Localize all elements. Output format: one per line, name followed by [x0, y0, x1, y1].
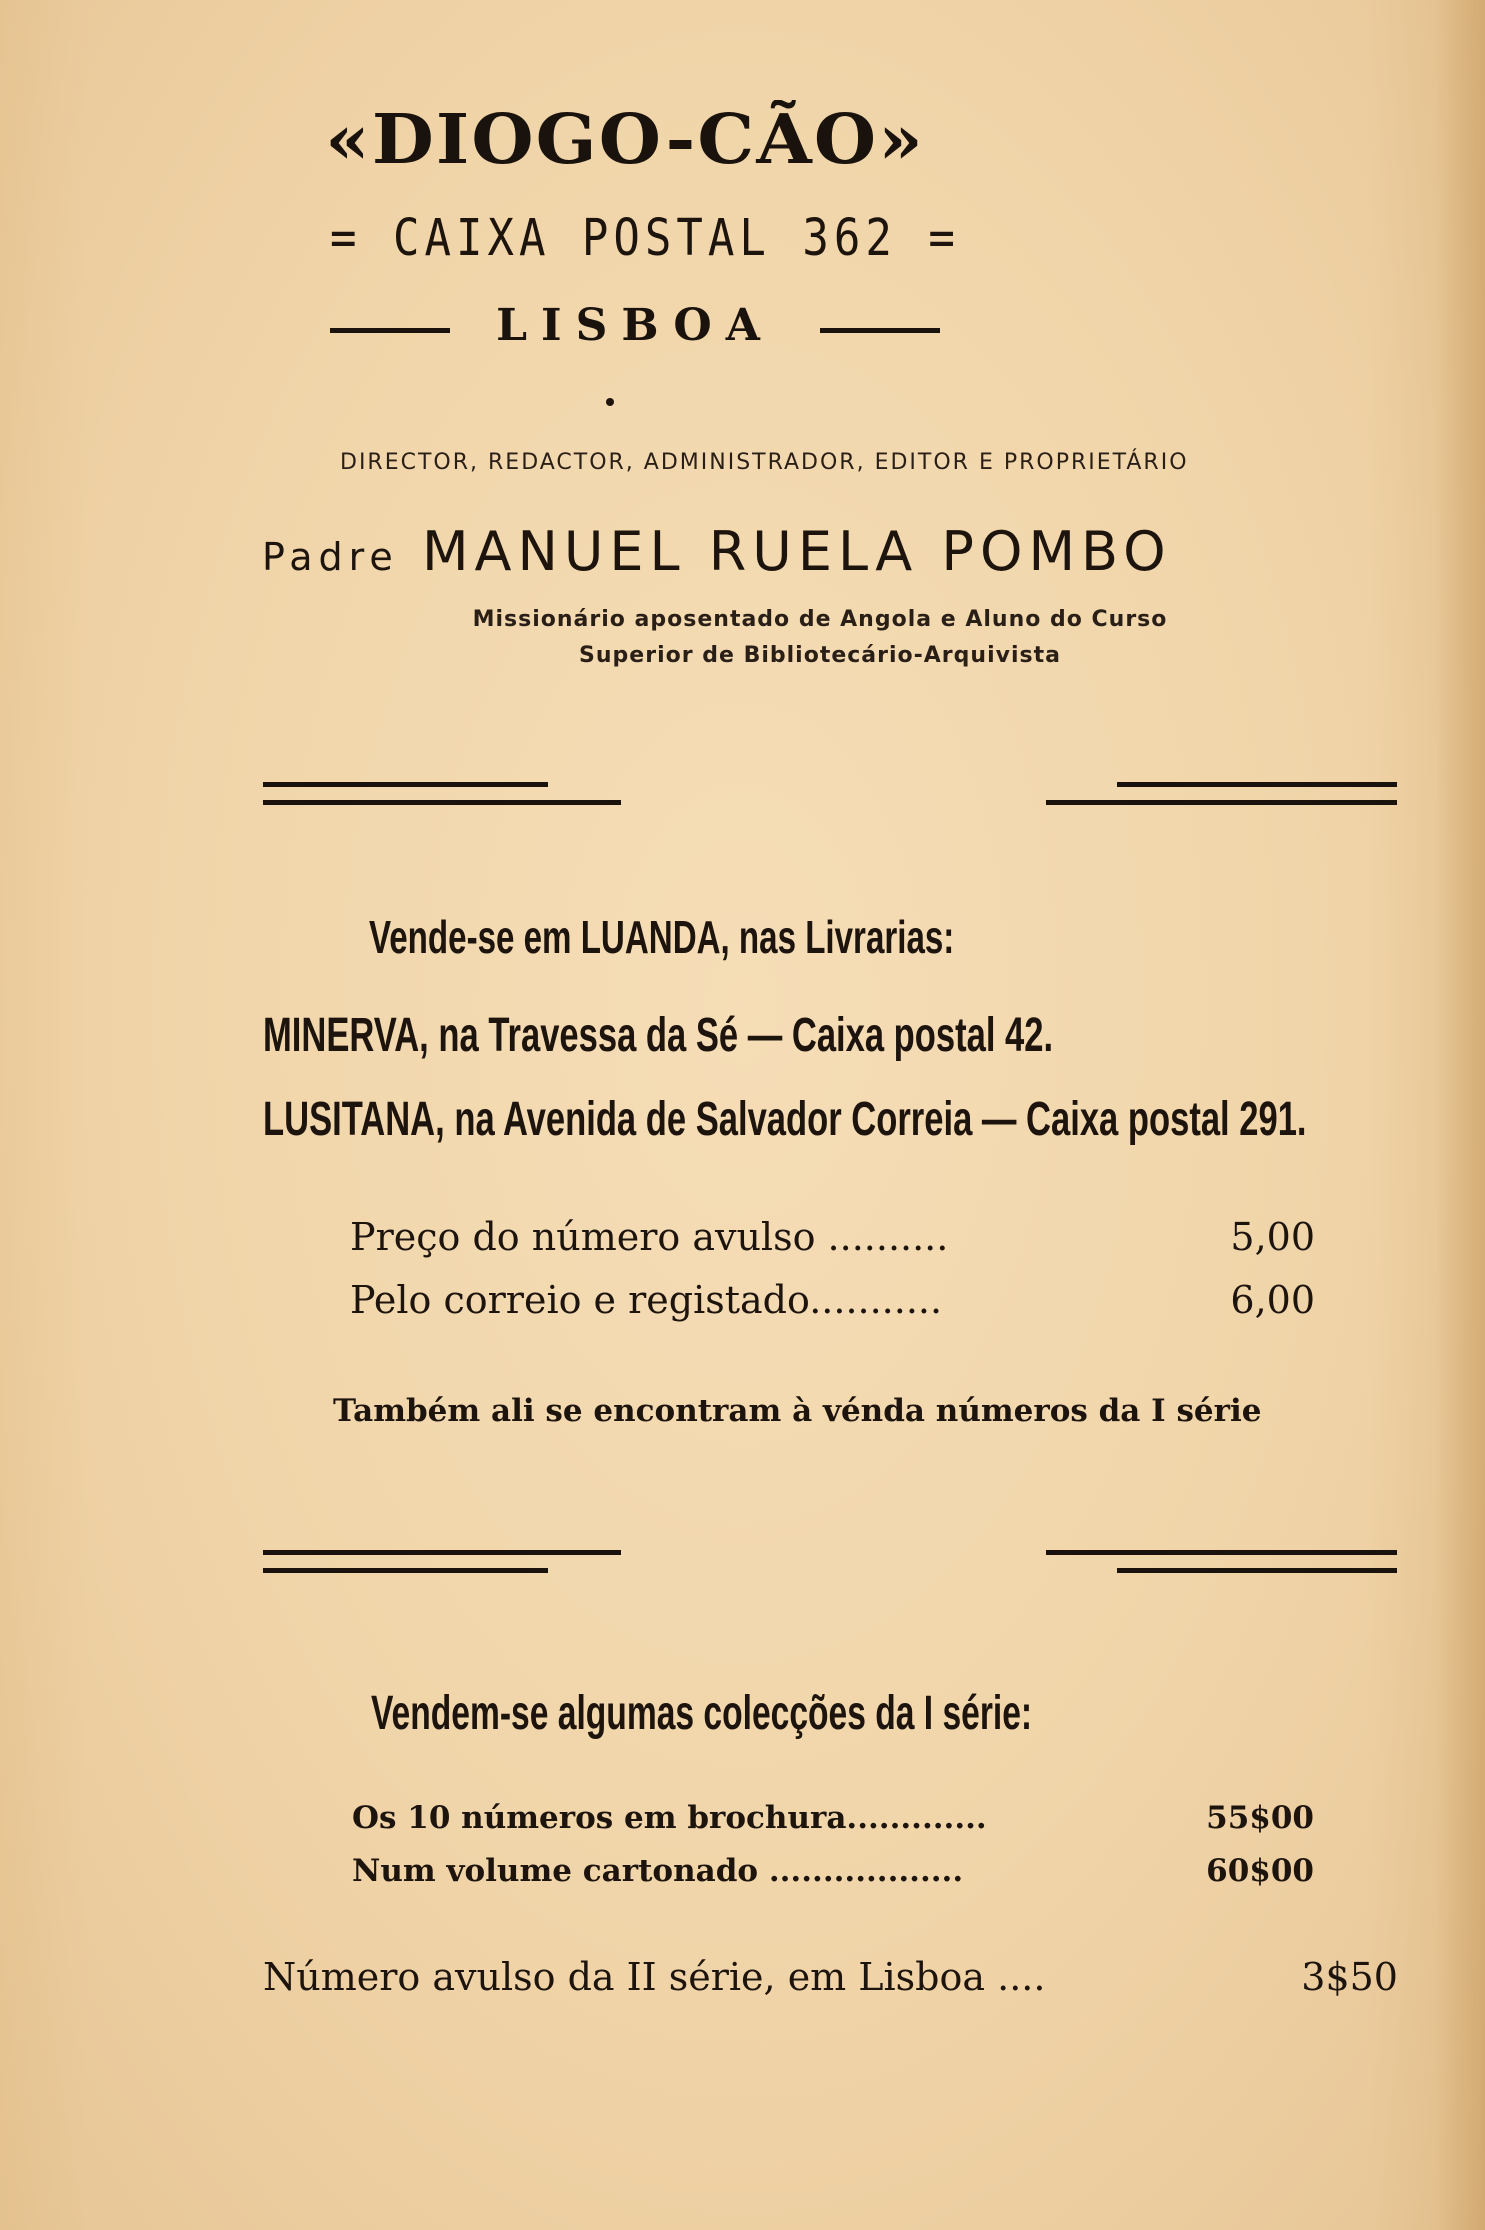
collection-label: Os 10 números em brochura............. [352, 1800, 987, 1836]
series-note: Também ali se encontram à vénda números da I série [333, 1393, 1262, 1429]
description-line-1: Missionário aposentado de Angola e Aluno do Curso [472, 607, 1168, 632]
collections-heading: Vendem-se algumas colecções da I série: [371, 1687, 1033, 1740]
city-name: LISBOA [496, 300, 774, 351]
masthead-title: «DIOGO-CÃO» [325, 100, 925, 180]
divider-rule [263, 1550, 621, 1555]
right-dash [820, 328, 940, 333]
collection-label: Num volume cartonado .................. [352, 1853, 964, 1889]
name-prefix: Padre [262, 535, 399, 579]
description-line-2: Superior de Bibliotecário-Arquivista [579, 643, 1061, 668]
name-main: MANUEL RUELA POMBO [421, 520, 1172, 583]
price-label: Preço do número avulso .......... [350, 1215, 949, 1259]
divider-rule [1117, 782, 1397, 787]
shop-lusitana [263, 1092, 1307, 1147]
shop-detail: na Travessa da Sé — Caixa postal 42. [428, 1009, 1054, 1062]
footer-price-value: 3$50 [1301, 1955, 1398, 1999]
price-label: Pelo correio e registado........... [350, 1278, 943, 1322]
divider-rule [1117, 1568, 1397, 1573]
shop-detail: na Avenida de Salvador Correia — Caixa postal 291. [444, 1093, 1307, 1146]
shop-name: LUSITANA, [263, 1093, 445, 1146]
city-line [330, 300, 940, 360]
director-name [262, 520, 1172, 583]
divider-rule [263, 782, 548, 787]
luanda-heading: Vende-se em LUANDA, nas Livrarias: [369, 911, 955, 963]
page-edge-shadow [1435, 0, 1485, 2230]
divider-rule [263, 800, 621, 805]
divider-rule [1046, 800, 1397, 805]
bullet-dot [606, 398, 614, 406]
collection-price: 55$00 [1206, 1800, 1314, 1836]
divider-rule [263, 1568, 548, 1573]
footer-price-label: Número avulso da II série, em Lisboa .... [263, 1955, 1046, 1999]
postal-box: = CAIXA POSTAL 362 = [330, 209, 960, 268]
divider-rule [1046, 1550, 1397, 1555]
director-description [370, 602, 1270, 674]
roles-line: DIRECTOR, REDACTOR, ADMINISTRADOR, EDITOR E PROPRIETÁRIO [340, 450, 1189, 475]
price-value: 6,00 [1230, 1278, 1315, 1322]
shop-name: MINERVA, [263, 1009, 429, 1062]
collection-price: 60$00 [1206, 1853, 1314, 1889]
price-value: 5,00 [1230, 1215, 1315, 1259]
shop-minerva [263, 1008, 1053, 1063]
